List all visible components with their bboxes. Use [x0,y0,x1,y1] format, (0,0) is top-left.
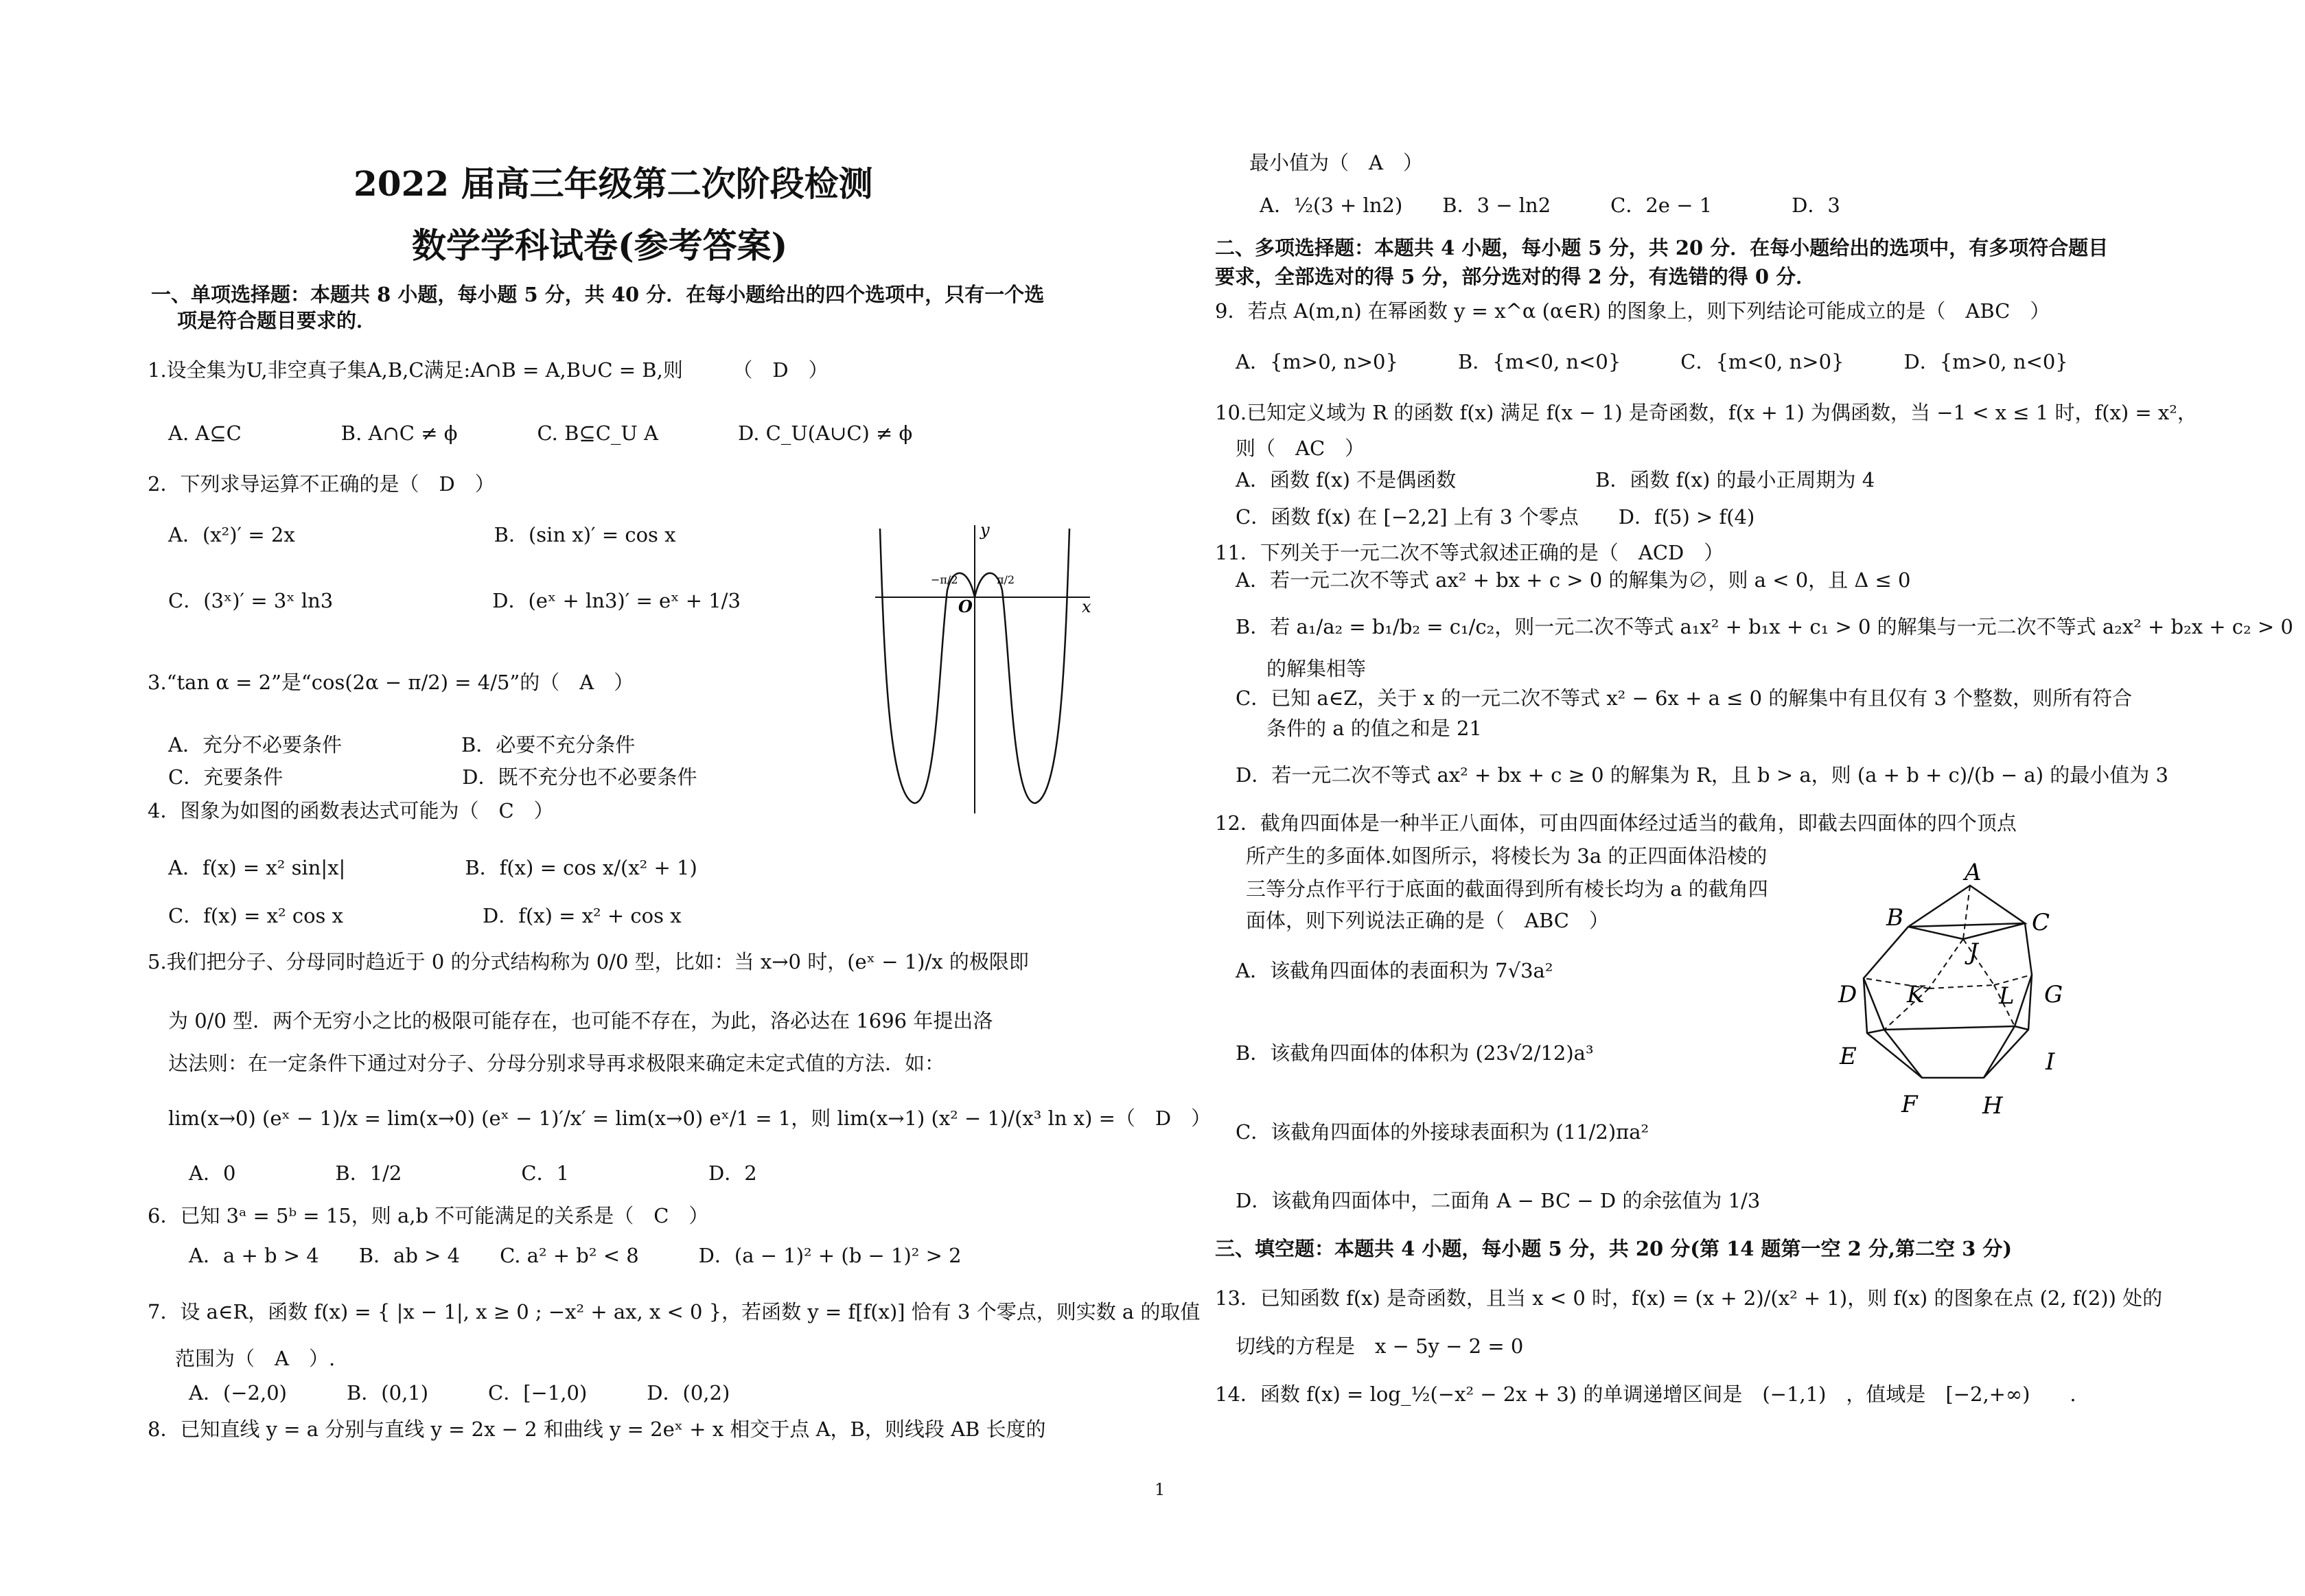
question-12: 12．截角四面体是一种半正八面体，可由四面体经过适当的截角，即截去四面体的四个顶点 [1215,811,2017,835]
question-4-options-cd: C．f(x) = x² cos x D．f(x) = x² + cos x [168,904,682,927]
question-11-option-b: B．若 a₁/a₂ = b₁/b₂ = c₁/c₂，则一元二次不等式 a₁x² + b₁x + c₁ > 0 的解集与一元二次不等式 a₂x² + b₂x + c₂ > 0 [1236,615,2293,638]
graph-tick-left: −π/2 [931,573,958,586]
solid-label-b: B [1886,904,1903,932]
question-2: 2．下列求导运算不正确的是（ D ） [148,472,495,496]
solid-label-j: J [1969,938,1978,966]
question-10: 10.已知定义域为 R 的函数 f(x) 满足 f(x − 1) 是奇函数，f(x + 1) 为偶函数，当 −1 < x ≤ 1 时，f(x) = x²， [1215,401,2197,424]
question-6-options: A．a + b > 4 B．ab > 4 C. a² + b² < 8 D．(a − 1)² + (b − 1)² > 2 [189,1244,962,1267]
section-1-heading: 一、单项选择题：本题共 8 小题，每小题 5 分，共 40 分．在每小题给出的四个选项中，只有一个选 [151,283,1045,306]
question-5-cont-1: 为 0/0 型．两个无穷小之比的极限可能存在，也可能不存在，为此，洛必达在 1696 年提出洛 [168,1009,993,1032]
question-1-options: A. A⊆C B. A∩C ≠ ϕ C. B⊆C_U A D. C_U(A∪C) ≠ ϕ [168,421,913,445]
question-3-options-cd: C．充要条件 D．既不充分也不必要条件 [168,765,697,789]
solid-label-e: E [1840,1043,1857,1070]
question-4-options-ab: A．f(x) = x² sin|x| B．f(x) = cos x/(x² + 1) [168,856,697,879]
question-13: 13．已知函数 f(x) 是奇函数，且当 x < 0 时，f(x) = (x + 2)/(x² + 1)，则 f(x) 的图象在点 (2, f(2)) 处的 [1215,1286,2163,1310]
question-11-option-c-cont: 条件的 a 的值之和是 21 [1266,717,1482,740]
solid-label-l: L [1999,982,2015,1010]
question-1: 1.设全集为U,非空真子集A,B,C满足:A∩B = A,B∪C = B,则 （ D ） [148,358,829,382]
question-10-options-cd: C．函数 f(x) 在 [−2,2] 上有 3 个零点 D．f(5) > f(4) [1236,505,1755,529]
question-12-cont-3: 面体，则下列说法正确的是（ ABC ） [1246,909,1609,932]
question-10-options-ab: A．函数 f(x) 不是偶函数 B．函数 f(x) 的最小正周期为 4 [1236,468,1875,491]
question-3-options-ab: A．充分不必要条件 B．必要不充分条件 [168,733,636,756]
question-2-options-ab: A．(x²)′ = 2x B．(sin x)′ = cos x [168,523,676,546]
question-5-formula: lim(x→0) (eˣ − 1)/x = lim(x→0) (eˣ − 1)′/x′ = lim(x→0) eˣ/1 = 1，则 lim(x→1) (x² − 1)/(x³ ln x) =（ D ） [168,1107,1212,1130]
question-6: 6．已知 3ᵃ = 5ᵇ = 15，则 a,b 不可能满足的关系是（ C ） [148,1204,709,1227]
solid-label-i: I [2046,1048,2055,1076]
truncated-tetrahedron-figure [1826,858,2087,1119]
solid-label-c: C [2032,909,2050,936]
question-13-answer: 切线的方程是 x − 5y − 2 = 0 [1236,1334,1544,1358]
question-4: 4．图象为如图的函数表达式可能为（ C ） [148,799,554,822]
question-9: 9．若点 A(m,n) 在幂函数 y = x^α (α∈R) 的图象上，则下列结论可能成立的是（ ABC ） [1215,299,2050,323]
page-number: 1 [1155,1480,1166,1499]
question-5-options: A．0 B．1/2 C．1 D．2 [189,1161,757,1185]
function-graph-figure [872,522,1098,817]
question-7-cont: 范围为（ A ）. [175,1347,336,1370]
question-12-option-d: D．该截角四面体中，二面角 A − BC − D 的余弦值为 1/3 [1236,1189,1761,1212]
solid-label-g: G [2044,981,2063,1008]
section-3-heading: 三、填空题：本题共 4 小题，每小题 5 分，共 20 分(第 14 题第一空 2 分,第二空 3 分) [1215,1237,2013,1260]
question-12-option-a: A．该截角四面体的表面积为 7√3a² [1236,959,1553,982]
question-11: 11．下列关于一元二次不等式叙述正确的是（ ACD ） [1215,541,1724,564]
solid-label-d: D [1838,981,1857,1008]
question-11-option-a: A．若一元二次不等式 ax² + bx + c > 0 的解集为∅，则 a < 0，且 Δ ≤ 0 [1236,568,1911,592]
solid-label-a: A [1965,859,1982,886]
solid-label-f: F [1901,1091,1918,1118]
question-11-option-c: C．已知 a∈Z，关于 x 的一元二次不等式 x² − 6x + a ≤ 0 的解集中有且仅有 3 个整数，则所有符合 [1236,686,2133,710]
page-title: 2022 届高三年级第二次阶段检测 [354,163,873,204]
question-12-cont-1: 所产生的多面体.如图所示，将棱长为 3a 的正四面体沿棱的 [1246,844,1768,868]
section-2-heading-cont: 要求，全部选对的得 5 分，部分选对的得 2 分，有选错的得 0 分． [1215,265,1816,288]
question-8: 8．已知直线 y = a 分别与直线 y = 2x − 2 和曲线 y = 2eˣ + x 相交于点 A，B，则线段 AB 长度的 [148,1418,1046,1441]
question-8-cont: 最小值为（ A ） [1249,151,1423,174]
graph-tick-right: π/2 [997,573,1015,586]
question-12-option-c: C．该截角四面体的外接球表面积为 (11/2)πa² [1236,1120,1649,1144]
question-8-options: A．½(3 + ln2) B．3 − ln2 C．2e − 1 D．3 [1260,194,1840,217]
solid-label-k: K [1907,981,1925,1008]
section-2-heading: 二、多项选择题：本题共 4 小题，每小题 5 分，共 20 分．在每小题给出的选项中，有多项符合题目 [1215,236,2109,259]
question-7-options: A．(−2,0) B．(0,1) C．[−1,0) D．(0,2) [189,1381,730,1404]
graph-origin-label: O [958,597,973,616]
question-12-cont-2: 三等分点作平行于底面的截面得到所有棱长均为 a 的截角四 [1246,877,1768,901]
question-12-option-b: B．该截角四面体的体积为 (23√2/12)a³ [1236,1041,1594,1065]
graph-x-label: x [1082,597,1091,616]
question-11-option-b-cont: 的解集相等 [1266,657,1367,680]
question-2-options-cd: C．(3ˣ)′ = 3ˣ ln3 D．(eˣ + ln3)′ = eˣ + 1/3 [168,589,741,612]
question-10-cont: 则（ AC ） [1236,437,1365,460]
page-subtitle: 数学学科试卷(参考答案) [412,225,788,266]
section-1-heading-cont: 项是符合题目要求的． [177,309,377,332]
question-14: 14．函数 f(x) = log_½(−x² − 2x + 3) 的单调递增区间是 (−1,1) ，值域是 [−2,+∞) . [1215,1383,2076,1406]
question-7: 7．设 a∈R，函数 f(x) = { |x − 1|, x ≥ 0 ; −x² + ax, x < 0 }，若函数 y = f[f(x)] 恰有 3 个零点，则实数 a 的取值 [148,1300,1201,1323]
solid-label-h: H [1982,1092,2003,1119]
question-5-cont-2: 达法则：在一定条件下通过对分子、分母分别求导再求极限来确定未定式值的方法．如： [168,1052,945,1075]
graph-y-label: y [980,522,990,540]
question-11-option-d: D．若一元二次不等式 ax² + bx + c ≥ 0 的解集为 R，且 b > a，则 (a + b + c)/(b − a) 的最小值为 3 [1236,763,2168,787]
question-5: 5.我们把分子、分母同时趋近于 0 的分式结构称为 0/0 型，比如：当 x→0 时，(eˣ − 1)/x 的极限即 [148,950,1029,973]
question-3: 3.“tan α = 2”是“cos(2α − π/2) = 4/5”的（ A ） [148,671,634,694]
question-9-options: A．{m>0, n>0} B．{m<0, n<0} C．{m<0, n>0} D．{m>0, n<0} [1236,350,2068,373]
